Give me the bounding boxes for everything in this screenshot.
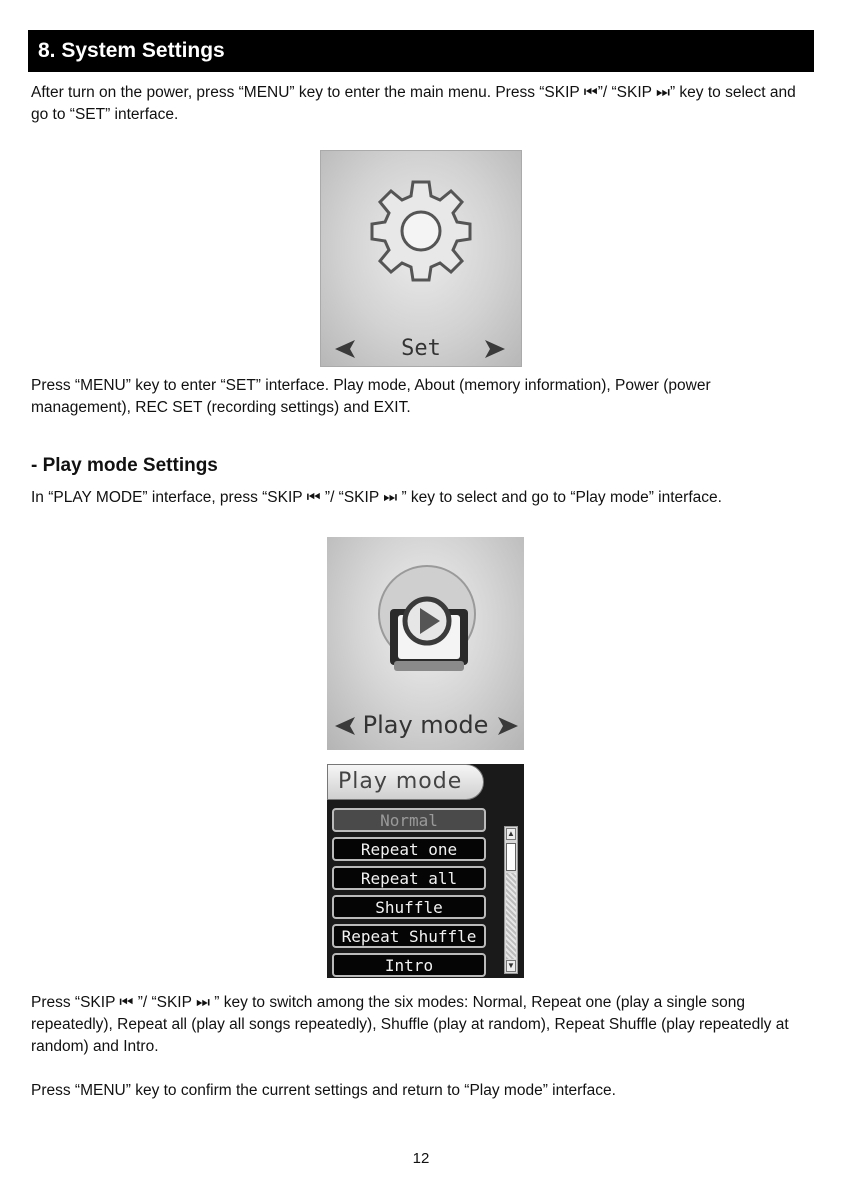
right-arrow-icon: [483, 338, 507, 360]
menu-item-shuffle[interactable]: Shuffle: [332, 895, 486, 919]
modes-description-paragraph: Press “SKIP ⏮ ”/ “SKIP ⏭ ” key to switch among the six modes: Normal, Repeat one (play a single song repeatedly), Repeat all (play all songs repeatedly), Shuffle (play at random), Repeat Shuffle (play repeatedly at random) and Intro.: [31, 994, 789, 1055]
section-title: 8. System Settings: [38, 39, 225, 62]
playmode-menu-list: [332, 808, 486, 978]
set-description-paragraph: Press “MENU” key to enter “SET” interface. Play mode, About (memory information), Power (power management), REC SET (recording settings) and EXIT.: [31, 377, 711, 416]
scroll-up-icon[interactable]: ▲: [507, 829, 515, 838]
menu-scrollbar[interactable]: [504, 826, 518, 974]
play-icon: [372, 559, 482, 684]
section-header: [28, 30, 814, 72]
playmode-intro-paragraph: In “PLAY MODE” interface, press “SKIP ⏮ ”/ “SKIP ⏭ ” key to select and go to “Play mode” interface.: [31, 489, 722, 506]
playmode-screen-image: [327, 537, 524, 750]
menu-title-tab: [327, 764, 484, 800]
set-screen-image: [320, 150, 522, 367]
scroll-down-icon[interactable]: ▼: [507, 961, 515, 970]
gear-icon: [366, 176, 476, 286]
menu-title: Play mode: [338, 769, 463, 794]
scroll-thumb[interactable]: [506, 843, 516, 871]
menu-item-repeat-shuffle[interactable]: Repeat Shuffle: [332, 924, 486, 948]
confirm-paragraph: Press “MENU” key to confirm the current settings and return to “Play mode” interface.: [31, 1082, 616, 1099]
playmode-menu-screen-image: [327, 764, 524, 978]
playmode-nav-row: [327, 707, 524, 743]
set-screen-label: Set: [401, 336, 441, 361]
playmode-subheading: - Play mode Settings: [31, 455, 218, 476]
page-number: 12: [412, 1150, 430, 1167]
menu-item-repeat-one[interactable]: Repeat one: [332, 837, 486, 861]
set-nav-row: [321, 334, 521, 364]
intro-paragraph: After turn on the power, press “MENU” key to enter the main menu. Press “SKIP ⏮”/ “SKIP ⏭” key to select and go to “SET” interface.: [31, 84, 796, 123]
menu-item-normal[interactable]: Normal: [332, 808, 486, 832]
menu-item-intro[interactable]: Intro: [332, 953, 486, 977]
right-arrow-icon: [496, 715, 520, 737]
scroll-track[interactable]: [506, 873, 516, 959]
playmode-screen-label: Play mode: [362, 711, 489, 739]
menu-item-repeat-all[interactable]: Repeat all: [332, 866, 486, 890]
